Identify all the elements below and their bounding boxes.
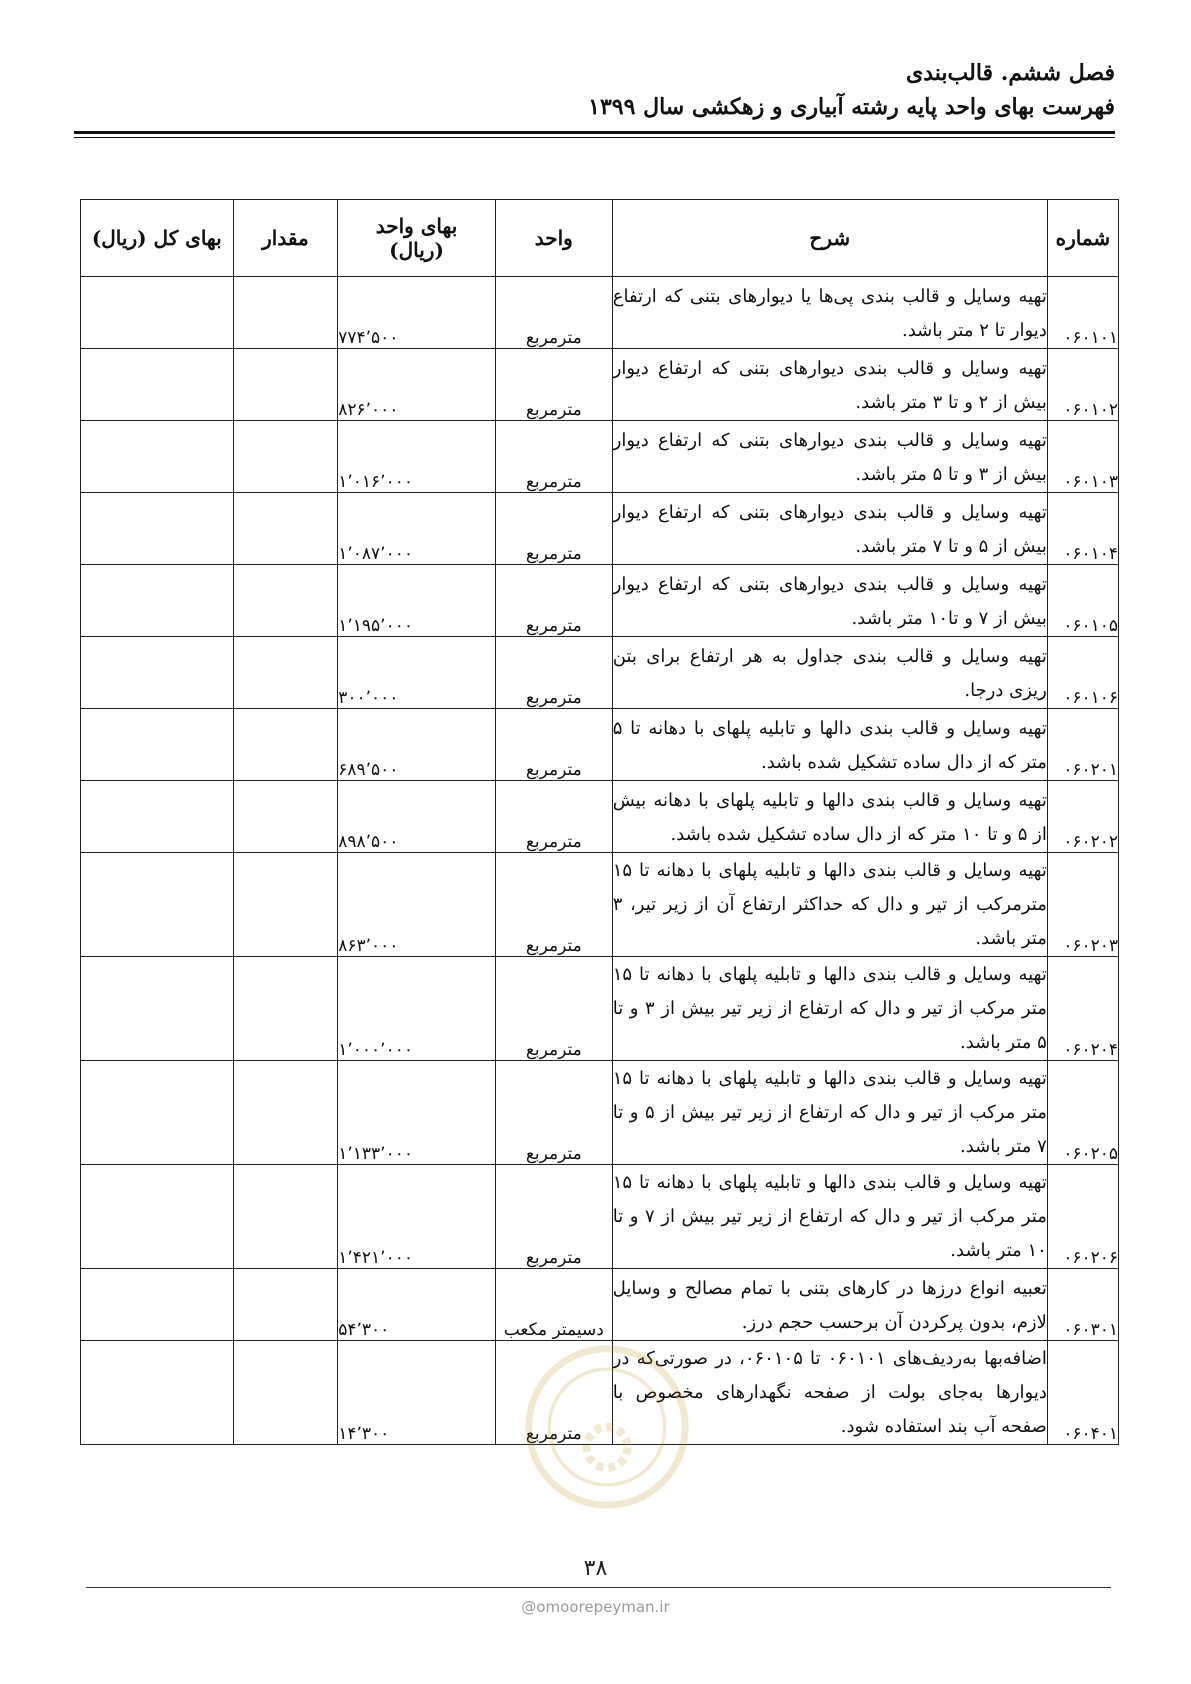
- row-total: [81, 1061, 234, 1165]
- row-description: تهیه وسایل و قالب بندی دیوارهای بتنی که ارتفاع دیوار بیش از ۲ و تا ۳ متر باشد.: [612, 349, 1047, 421]
- table-row: [81, 957, 1119, 1061]
- row-unit: مترمربع: [495, 493, 612, 565]
- header-total: بهای کل (ریال): [81, 200, 234, 277]
- row-unit: دسیمتر مکعب: [495, 1269, 612, 1341]
- row-total: [81, 709, 234, 781]
- table-row: [81, 1165, 1119, 1269]
- row-unit: مترمربع: [495, 349, 612, 421]
- row-unit: مترمربع: [495, 277, 612, 349]
- header-rule-thin: [74, 137, 1115, 138]
- row-description: تهیه وسایل و قالب بندی دالها و تابلیه پلهای با دهانه بیش از ۵ و تا ۱۰ متر که از دال ساده تشکیل شده باشد.: [612, 781, 1047, 853]
- row-number: ۰۶۰۳۰۱: [1047, 1269, 1118, 1341]
- row-unit: مترمربع: [495, 853, 612, 957]
- table-header-row: [81, 200, 1119, 277]
- row-number: ۰۶۰۱۰۵: [1047, 565, 1118, 637]
- table-row: [81, 421, 1119, 493]
- row-description: تهیه وسایل و قالب بندی جداول به هر ارتفاع برای بتن ریزی درجا.: [612, 637, 1047, 709]
- header-unit: واحد: [495, 200, 612, 277]
- row-description: تهیه وسایل و قالب بندی دالها و تابلیه پلهای با دهانه تا ۱۵ متر مرکب از تیر و دال که ارتفاع از زیر تیر بیش از ۵ و تا ۷ متر باشد.: [612, 1061, 1047, 1165]
- row-unit-price: ۵۴٬۳۰۰: [338, 1269, 496, 1341]
- header-description: شرح: [612, 200, 1047, 277]
- row-unit-price: ۳۰۰٬۰۰۰: [338, 637, 496, 709]
- row-number: ۰۶۰۱۰۳: [1047, 421, 1118, 493]
- row-unit-price: ۱٬۰۱۶٬۰۰۰: [338, 421, 496, 493]
- row-unit-price: ۱٬۰۸۷٬۰۰۰: [338, 493, 496, 565]
- row-number: ۰۶۰۲۰۵: [1047, 1061, 1118, 1165]
- row-number: ۰۶۰۲۰۱: [1047, 709, 1118, 781]
- table-row: [81, 277, 1119, 349]
- row-quantity: [233, 957, 338, 1061]
- row-unit: مترمربع: [495, 1341, 612, 1445]
- row-description: تهیه وسایل و قالب بندی دالها و تابلیه پلهای با دهانه تا ۱۵ مترمرکب از تیر و دال که حداکثر ارتفاع آن از زیر تیر، ۳ متر باشد.: [612, 853, 1047, 957]
- row-unit-price: ۱۴٬۳۰۰: [338, 1341, 496, 1445]
- row-description: تهیه وسایل و قالب بندی دالها و تابلیه پلهای با دهانه تا ۱۵ متر مرکب از تیر و دال که ارتفاع از زیر تیر بیش از ۳ و تا ۵ متر باشد.: [612, 957, 1047, 1061]
- header-unit-price-currency: (ریال): [389, 238, 444, 262]
- row-total: [81, 1269, 234, 1341]
- row-quantity: [233, 1165, 338, 1269]
- row-unit-price: ۸۹۸٬۵۰۰: [338, 781, 496, 853]
- table-row: [81, 853, 1119, 957]
- header-number: شماره: [1047, 200, 1118, 277]
- row-unit-price: ۷۷۴٬۵۰۰: [338, 277, 496, 349]
- header-quantity: مقدار: [233, 200, 338, 277]
- row-quantity: [233, 277, 338, 349]
- table-row: [81, 565, 1119, 637]
- row-total: [81, 957, 234, 1061]
- row-unit: مترمربع: [495, 421, 612, 493]
- row-number: ۰۶۰۲۰۲: [1047, 781, 1118, 853]
- row-unit-price: ۱٬۱۹۵٬۰۰۰: [338, 565, 496, 637]
- row-total: [81, 493, 234, 565]
- page-header: [588, 58, 1115, 122]
- row-unit-price: ۱٬۰۰۰٬۰۰۰: [338, 957, 496, 1061]
- table-row: [81, 493, 1119, 565]
- row-total: [81, 637, 234, 709]
- row-total: [81, 1165, 234, 1269]
- table-row: [81, 781, 1119, 853]
- row-unit: مترمربع: [495, 957, 612, 1061]
- row-total: [81, 421, 234, 493]
- row-quantity: [233, 637, 338, 709]
- footer-link[interactable]: @omoorepeyman.ir: [521, 1598, 670, 1616]
- row-quantity: [233, 1269, 338, 1341]
- row-number: ۰۶۰۱۰۴: [1047, 493, 1118, 565]
- row-total: [81, 565, 234, 637]
- row-number: ۰۶۰۲۰۳: [1047, 853, 1118, 957]
- document-subtitle: فهرست بهای واحد پایه رشته آبیاری و زهکشی سال ۱۳۹۹: [588, 94, 1115, 120]
- row-unit: مترمربع: [495, 709, 612, 781]
- row-total: [81, 349, 234, 421]
- row-number: ۰۶۰۲۰۶: [1047, 1165, 1118, 1269]
- row-description: تهیه وسایل و قالب بندی دیوارهای بتنی که ارتفاع دیوار بیش از ۳ و تا ۵ متر باشد.: [612, 421, 1047, 493]
- row-description: تهیه وسایل و قالب بندی دالها و تابلیه پلهای با دهانه تا ۵ متر که از دال ساده تشکیل شده باشد.: [612, 709, 1047, 781]
- row-quantity: [233, 709, 338, 781]
- row-quantity: [233, 565, 338, 637]
- row-quantity: [233, 493, 338, 565]
- row-quantity: [233, 1061, 338, 1165]
- row-unit-price: ۱٬۱۳۳٬۰۰۰: [338, 1061, 496, 1165]
- row-unit: مترمربع: [495, 1165, 612, 1269]
- row-unit-price: ۱٬۴۲۱٬۰۰۰: [338, 1165, 496, 1269]
- footer-rule: [86, 1587, 1111, 1588]
- price-list-table: [80, 199, 1119, 1445]
- row-quantity: [233, 781, 338, 853]
- row-quantity: [233, 349, 338, 421]
- row-unit-price: ۸۲۶٬۰۰۰: [338, 349, 496, 421]
- row-quantity: [233, 1341, 338, 1445]
- watermark-seal-icon: [522, 1342, 692, 1512]
- row-number: ۰۶۰۱۰۲: [1047, 349, 1118, 421]
- row-unit: مترمربع: [495, 565, 612, 637]
- row-unit-price: ۸۶۳٬۰۰۰: [338, 853, 496, 957]
- row-description: تهیه وسایل و قالب بندی پی‌ها یا دیوارهای بتنی که ارتفاع دیوار تا ۲ متر باشد.: [612, 277, 1047, 349]
- row-description: تهیه وسایل و قالب بندی دیوارهای بتنی که ارتفاع دیوار بیش از ۷ و تا۱۰ متر باشد.: [612, 565, 1047, 637]
- table-row: [81, 709, 1119, 781]
- row-number: ۰۶۰۴۰۱: [1047, 1341, 1118, 1445]
- row-quantity: [233, 421, 338, 493]
- row-description: تهیه وسایل و قالب بندی دیوارهای بتنی که ارتفاع دیوار بیش از ۵ و تا ۷ متر باشد.: [612, 493, 1047, 565]
- chapter-title: فصل ششم. قالب‌بندی: [906, 60, 1115, 86]
- row-quantity: [233, 853, 338, 957]
- row-number: ۰۶۰۱۰۱: [1047, 277, 1118, 349]
- header-unit-price: [338, 200, 496, 277]
- page-number: ۳۸: [583, 1556, 608, 1581]
- row-total: [81, 1341, 234, 1445]
- row-description: تعبیه انواع درزها در کارهای بتنی با تمام مصالح و وسایل لازم، بدون پرکردن آن برحسب حجم درز.: [612, 1269, 1047, 1341]
- row-number: ۰۶۰۲۰۴: [1047, 957, 1118, 1061]
- table-row: [81, 349, 1119, 421]
- header-unit-price-label: بهای واحد: [375, 214, 458, 238]
- table-row: [81, 1061, 1119, 1165]
- row-unit: مترمربع: [495, 781, 612, 853]
- row-total: [81, 277, 234, 349]
- row-unit: مترمربع: [495, 637, 612, 709]
- row-number: ۰۶۰۱۰۶: [1047, 637, 1118, 709]
- table-row: [81, 637, 1119, 709]
- header-rule-thick: [74, 131, 1115, 134]
- row-total: [81, 781, 234, 853]
- table-row: [81, 1269, 1119, 1341]
- row-unit: مترمربع: [495, 1061, 612, 1165]
- row-description: تهیه وسایل و قالب بندی دالها و تابلیه پلهای با دهانه تا ۱۵ متر مرکب از تیر و دال که ارتفاع از زیر تیر بیش از ۷ و تا ۱۰ متر باشد.: [612, 1165, 1047, 1269]
- row-description: اضافه‌بها به‌ردیف‌های ۰۶۰۱۰۱ تا ۰۶۰۱۰۵، در صورتی‌که در دیوارها به‌جای بولت از صفحه نگهدارهای مخصوص با صفحه آب بند استفاده شود.: [612, 1341, 1047, 1445]
- row-total: [81, 853, 234, 957]
- row-unit-price: ۶۸۹٬۵۰۰: [338, 709, 496, 781]
